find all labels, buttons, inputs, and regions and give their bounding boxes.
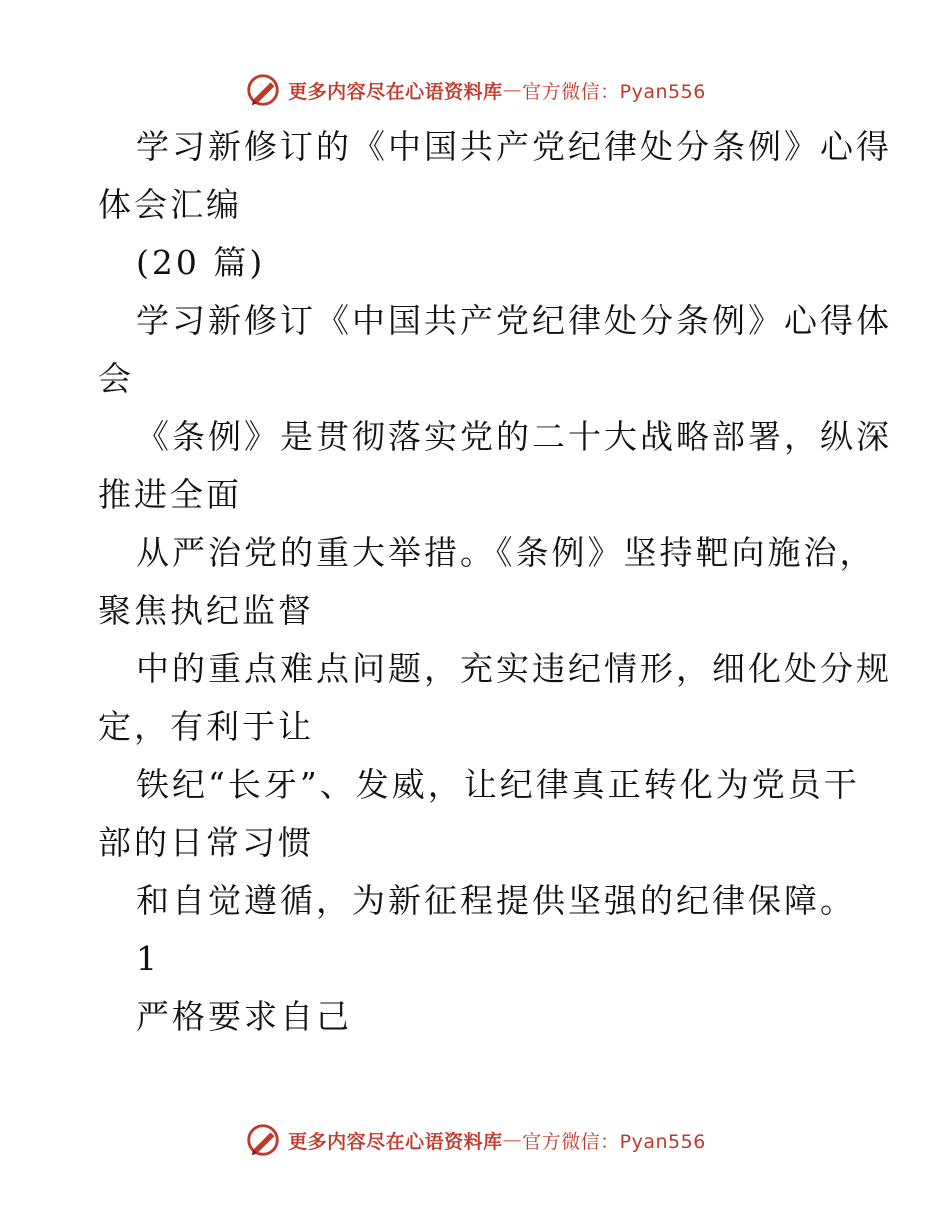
section-heading: 严格要求自己 [136,997,352,1036]
document-body [98,118,892,1046]
section-title-line-1: 学习新修订《中国共产党纪律处分条例》心得体 [136,301,892,340]
section-title-line-2: 会 [98,359,134,398]
banner-wechat: 官方微信：Pyan556 [522,1130,706,1153]
doc-title-line-1: 学习新修订的《中国共产党纪律处分条例》心得 [136,127,892,166]
pen-logo-icon [244,71,282,109]
banner-wechat: 官方微信：Pyan556 [522,80,706,103]
paragraph-line: 铁纪“长牙”、发威，让纪律真正转化为党员干 [136,765,860,804]
paragraph-line: 《条例》是贯彻落实党的二十大战略部署，纵深 [136,417,892,456]
paragraph-line: 推进全面 [98,475,242,514]
banner-dash: — [502,1129,523,1151]
paragraph-line: 定，有利于让 [98,707,314,746]
banner-brand: 更多内容尽在心语资料库 [288,80,503,103]
banner-brand: 更多内容尽在心语资料库 [288,1130,503,1153]
paragraph-line: 中的重点难点问题，充实违纪情形，细化处分规 [136,649,892,688]
doc-title-line-2: 体会汇编 [98,185,242,224]
paragraph-line: 聚焦执纪监督 [98,591,314,630]
header-banner [0,70,950,110]
banner-dash: — [502,79,523,101]
paragraph-line: 部的日常习惯 [98,823,314,862]
doc-count: (20 篇) [136,243,266,282]
paragraph-line: 和自觉遵循，为新征程提供坚强的纪律保障。 [136,881,856,920]
footer-banner [0,1120,950,1160]
section-number: 1 [136,939,160,978]
paragraph-line: 从严治党的重大举措。《条例》坚持靶向施治， [136,533,876,572]
pen-logo-icon [244,1121,282,1159]
